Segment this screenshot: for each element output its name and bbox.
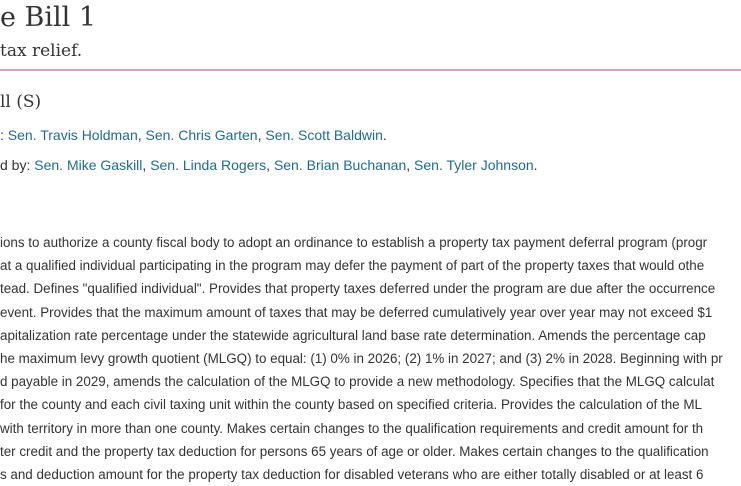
- digest-line: event. Provides that the maximum amount of taxes that may be deferred cumulatively year over year may not exceed $1: [0, 304, 713, 320]
- author-link[interactable]: Sen. Travis Holdman: [7, 127, 138, 143]
- bill-subtitle: tax relief.: [0, 41, 83, 61]
- coauthor-link[interactable]: Sen. Mike Gaskill: [34, 157, 143, 173]
- author-link[interactable]: Sen. Scott Baldwin: [265, 127, 383, 143]
- coauthor-link[interactable]: Sen. Brian Buchanan: [273, 157, 407, 173]
- digest-line: ter credit and the property tax deduction for persons 65 years of age or older. Makes certain changes to the qualification: [0, 443, 709, 459]
- digest-line: d payable in 2029, amends the calculation of the MLGQ to provide a new methodology. Specifies that the MLGQ calculat: [0, 374, 715, 390]
- authors-row: : Sen. Travis Holdman, Sen. Chris Garten, Sen. Scott Baldwin.: [0, 127, 387, 143]
- digest-line: apitalization rate percentage under the statewide agricultural land base rate determination. Amends the percentage cap: [0, 327, 706, 343]
- bill-title: e Bill 1: [0, 2, 97, 33]
- header-divider: [0, 69, 741, 71]
- coauthors-row: d by: Sen. Mike Gaskill, Sen. Linda Rogers, Sen. Brian Buchanan, Sen. Tyler Johnson.: [0, 157, 538, 173]
- digest-line: for the county and each civil taxing unit within the county based on specified criteria. Provides the calculation of the ML: [0, 397, 702, 413]
- author-link[interactable]: Sen. Chris Garten: [145, 127, 258, 143]
- coauthor-link[interactable]: Sen. Linda Rogers: [150, 157, 267, 173]
- digest-line: with territory in more than one county. Makes certain changes to the qualification requirements and credit amount for th: [0, 420, 704, 436]
- coauthor-link[interactable]: Sen. Tyler Johnson: [414, 157, 534, 173]
- coauthors-label: d by:: [0, 157, 31, 173]
- bill-digest: [0, 231, 741, 486]
- digest-line: at a qualified individual participating in the program may defer the payment of part of the property taxes that would othe: [0, 258, 705, 274]
- authors-section-heading: ll (S): [0, 92, 42, 112]
- digest-line: ions to authorize a county fiscal body to adopt an ordinance to establish a property tax payment deferral program (progr: [0, 235, 708, 250]
- digest-line: he maximum levy growth quotient (MLGQ) to equal: (1) 0% in 2026; (2) 1% in 2027; and (3) 2% in 2028. Beginning with pr: [0, 350, 723, 366]
- authors-label: :: [0, 127, 4, 143]
- digest-line: s and deduction amount for the property tax deduction for disabled veterans who are either totally disabled or at least 6: [0, 466, 704, 482]
- digest-line: tead. Defines "qualified individual". Provides that property taxes deferred under the program are due after the occurrence: [0, 281, 716, 297]
